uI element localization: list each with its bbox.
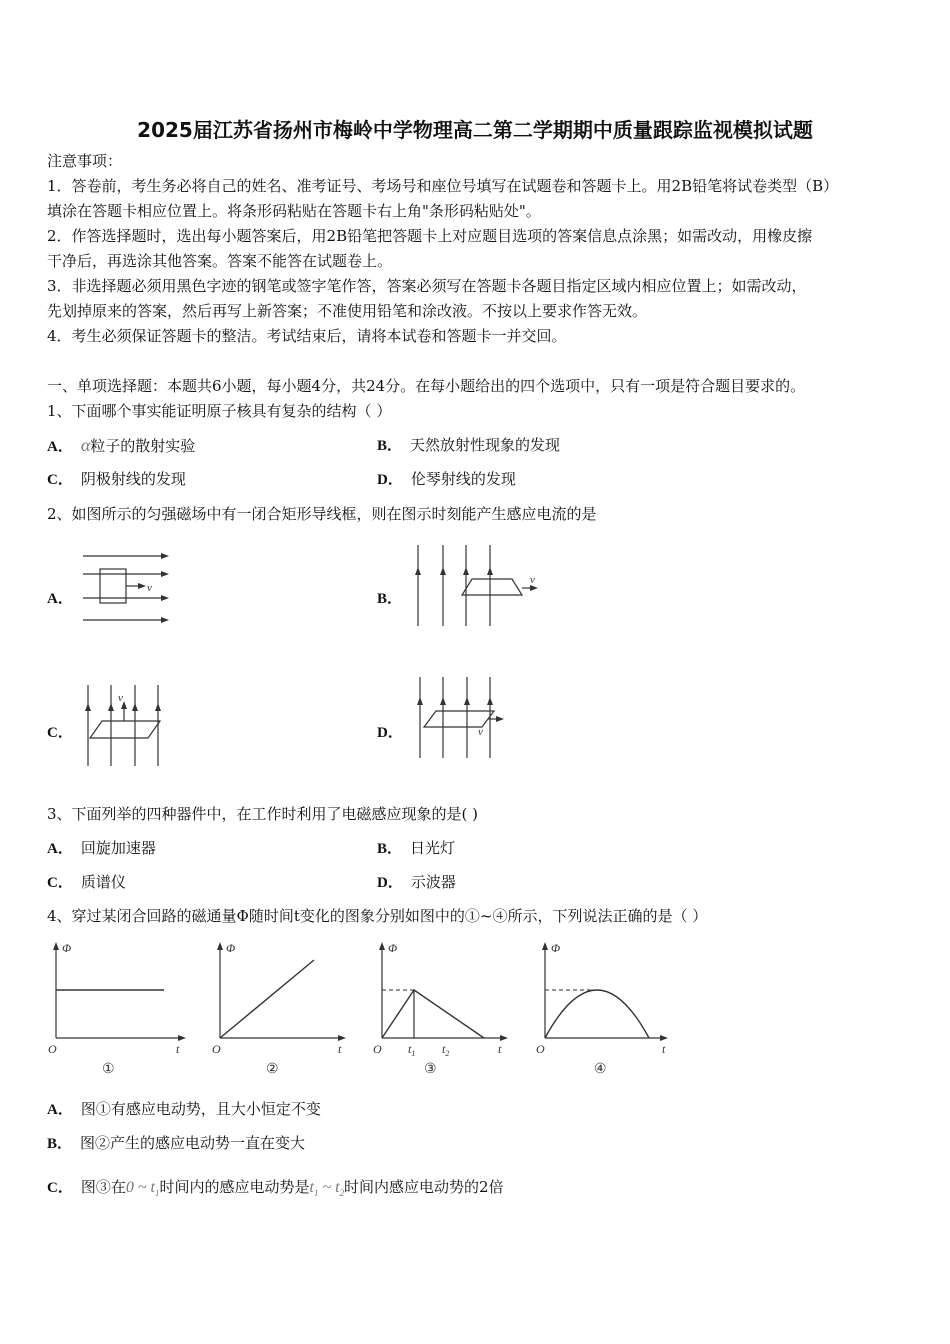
graph-number: ①: [102, 1062, 115, 1077]
option-text: 图①有感应电动势，且大小恒定不变: [80, 1100, 321, 1118]
math-sub: 1: [313, 1188, 319, 1199]
option-letter: B．: [377, 841, 403, 857]
option-letter: D．: [377, 472, 403, 488]
velocity-label: v: [118, 692, 123, 704]
q2-stem: 2、如图所示的匀强磁场中有一闭合矩形导线框，则在图示时刻能产生感应电流的是: [47, 505, 597, 523]
q2-figure-d: [410, 675, 510, 760]
option-text: 日光灯: [410, 839, 456, 857]
option-letter: C．: [47, 1180, 73, 1196]
axis-phi: Φ: [551, 941, 561, 955]
velocity-label: v: [147, 582, 152, 594]
option-letter: A．: [47, 1102, 73, 1118]
q2-option-d-label[interactable]: D．: [377, 725, 403, 741]
q4-option-b[interactable]: [47, 1133, 305, 1154]
math-sub: 1: [154, 1188, 160, 1199]
q3-option-c[interactable]: [47, 872, 126, 893]
q1-option-c[interactable]: [47, 469, 186, 490]
option-letter: B．: [377, 438, 403, 454]
option-letter: D．: [377, 875, 403, 891]
math-text: 0 ~ t: [125, 1179, 155, 1196]
notice-line: 4．考生必须保证答题卡的整洁。考试结束后，请将本试卷和答题卡一并交回。: [47, 327, 567, 345]
axis-origin: O: [373, 1042, 382, 1056]
option-text-mid: 时间内的感应电动势是: [159, 1178, 310, 1196]
option-letter: B．: [47, 1136, 73, 1152]
velocity-label: v: [478, 726, 483, 738]
q3-option-a[interactable]: [47, 838, 156, 859]
q1-option-a[interactable]: [47, 435, 195, 457]
tick-t2-sub: 2: [445, 1049, 450, 1058]
math-range-2: [309, 1179, 345, 1199]
graph-number: ④: [594, 1062, 607, 1077]
alpha-symbol: α: [80, 435, 91, 455]
q1-option-d[interactable]: [377, 469, 516, 490]
graph-3: [373, 941, 508, 1077]
q1-stem: 1、下面哪个事实能证明原子核具有复杂的结构（ ）: [47, 402, 392, 420]
axis-origin: O: [48, 1042, 57, 1056]
q4-flux-graphs: [42, 938, 682, 1080]
math-range-1: [125, 1179, 160, 1199]
option-text: 质谱仪: [80, 873, 126, 891]
option-text: 回旋加速器: [80, 839, 156, 857]
axis-phi: Φ: [62, 941, 72, 955]
axis-phi: Φ: [226, 941, 236, 955]
q3-option-d[interactable]: [377, 872, 456, 893]
option-text: 伦琴射线的发现: [410, 470, 516, 488]
notice-line: 填涂在答题卡相应位置上。将条形码粘贴在答题卡右上角"条形码粘贴处"。: [47, 202, 541, 220]
axis-t: t: [498, 1042, 502, 1056]
graph-4: [536, 941, 668, 1077]
option-letter: A．: [47, 841, 73, 857]
axis-t: t: [176, 1042, 180, 1056]
math-text: t: [309, 1179, 314, 1196]
page-title: 2025届江苏省扬州市梅岭中学物理高二第二学期期中质量跟踪监视模拟试题: [137, 118, 813, 142]
axis-phi: Φ: [388, 941, 398, 955]
notice-line: 1．答卷前，考生务必将自己的姓名、准考证号、考场号和座位号填写在试题卷和答题卡上。用2B铅笔将试卷类型（B）: [47, 177, 839, 195]
graph-1: [48, 941, 186, 1077]
math-sub: 2: [339, 1188, 345, 1199]
velocity-label: v: [530, 574, 535, 586]
graph-2: [212, 941, 346, 1077]
q3-stem: 3、下面列举的四种器件中，在工作时利用了电磁感应现象的是( ): [47, 805, 479, 823]
q2-option-b-label[interactable]: B．: [377, 591, 403, 607]
axis-origin: O: [536, 1042, 545, 1056]
notice-line: 3．非选择题必须用黑色字迹的钢笔或签字笔作答，答案必须写在答题卡各题目指定区域内相应位置上；如需改动，: [47, 277, 807, 295]
math-text: ~ t: [318, 1179, 340, 1196]
q2-figure-c: [80, 683, 170, 768]
notice-line: 先划掉原来的答案，然后再写上新答案；不准使用铅笔和涂改液。不按以上要求作答无效。: [47, 302, 648, 320]
graph-number: ②: [266, 1062, 279, 1077]
axis-t: t: [338, 1042, 342, 1056]
tick-t1: $t_1$: [408, 1042, 416, 1058]
option-text-pre: 图③在: [80, 1178, 126, 1196]
notice-line: 2．作答选择题时，选出每小题答案后，用2B铅笔把答题卡上对应题目选项的答案信息点涂黑；如需改动，用橡皮擦: [47, 227, 813, 245]
notice-line: 干净后，再选涂其他答案。答案不能答在试题卷上。: [47, 252, 393, 270]
notice-heading: 注意事项：: [47, 152, 123, 170]
tick-t2: $t_2$: [442, 1042, 450, 1058]
q2-figure-a: [80, 550, 175, 630]
q1-option-b[interactable]: [377, 435, 560, 456]
graph-number: ③: [424, 1062, 437, 1077]
section-heading: 一、单项选择题：本题共6小题，每小题4分，共24分。在每小题给出的四个选项中，只有一项是符合题目要求的。: [47, 377, 806, 395]
option-text-post: 时间内感应电动势的2倍: [344, 1178, 504, 1196]
option-text: 图②产生的感应电动势一直在变大: [80, 1134, 306, 1152]
option-letter: C．: [47, 472, 73, 488]
axis-origin: O: [212, 1042, 221, 1056]
q2-option-c-label[interactable]: C．: [47, 725, 73, 741]
q4-option-c[interactable]: [47, 1177, 504, 1203]
q2-option-a-label[interactable]: A．: [47, 591, 73, 607]
q4-option-a[interactable]: [47, 1099, 321, 1120]
q4-stem: 4、穿过某闭合回路的磁通量Φ随时间t变化的图象分别如图中的①~④所示，下列说法正确的是（ ）: [47, 907, 708, 925]
option-text: 阴极射线的发现: [80, 470, 186, 488]
option-text: 天然放射性现象的发现: [410, 436, 561, 454]
q3-option-b[interactable]: [377, 838, 455, 859]
tick-t1-sub: 1: [411, 1049, 416, 1058]
option-letter: A．: [47, 439, 73, 455]
option-text: 粒子的散射实验: [90, 437, 196, 455]
q2-figure-b: [410, 543, 550, 628]
option-letter: C．: [47, 875, 73, 891]
option-text: 示波器: [410, 873, 456, 891]
axis-t: t: [662, 1042, 666, 1056]
